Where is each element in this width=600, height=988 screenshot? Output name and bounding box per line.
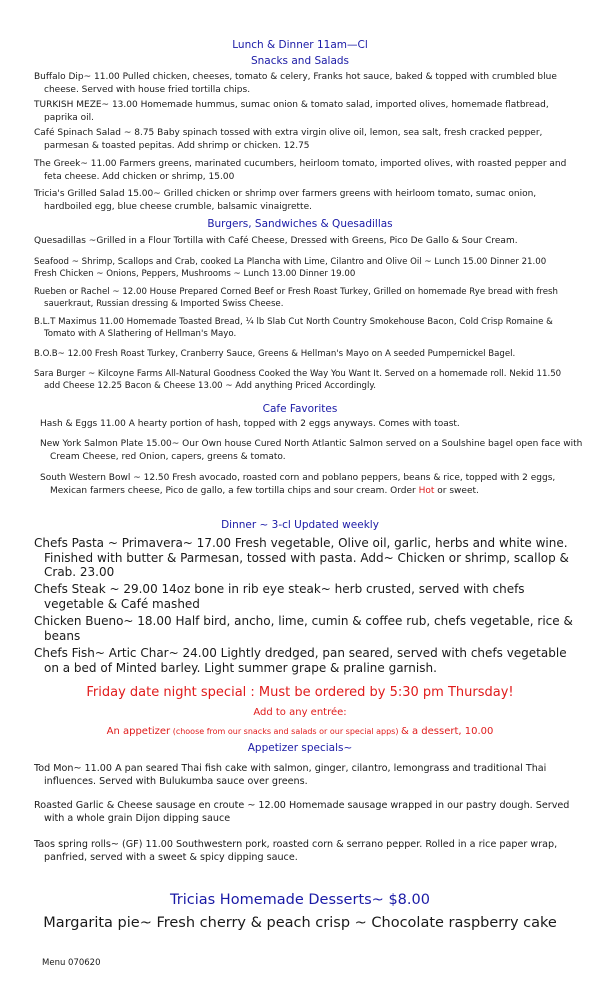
friday-special-headline: Friday date night special : Must be ordered by 5:30 pm Thursday!	[86, 685, 514, 700]
menu-code: Menu 070620	[42, 958, 101, 968]
menu-item-quesadillas: Quesadillas ~Grilled in a Flour Tortilla with Café Cheese, Dressed with Greens, Pico De Gallo & Sour Cream.	[34, 236, 518, 246]
friday-offer-appetizer: An appetizer	[106, 726, 171, 737]
lunch-section-title: Lunch & Dinner 11am—Cl	[232, 39, 368, 51]
menu-item-tod-mon: Tod Mon~ 11.00 A pan seared Thai fish cake with salmon, ginger, cilantro, lemongrass and traditional Thai influences. Served with Bulukumba sauce over greens.	[34, 763, 547, 787]
menu-item-chefs-pasta: Chefs Pasta ~ Primavera~ 17.00 Fresh vegetable, Olive oil, garlic, herbs and white wine. Finished with butter & Parmesan, tossed with pasta. Add~ Chicken or shrimp, scallop & Crab. 23.00	[34, 536, 569, 579]
burgers-section-title: Burgers, Sandwiches & Quesadillas	[207, 218, 393, 230]
desserts-list: Margarita pie~ Fresh cherry & peach crisp ~ Chocolate raspberry cake	[43, 915, 557, 931]
menu-item-chefs-steak: Chefs Steak ~ 29.00 14oz bone in rib eye steak~ herb crusted, served with chefs vegetable & Café mashed	[34, 582, 525, 611]
menu-item-the-greek: The Greek~ 11.00 Farmers greens, marinated cucumbers, heirloom tomato, imported olives, with roasted pepper and feta cheese. Add chicken or shrimp, 15.00	[34, 159, 567, 182]
menu-item-turkish-meze: TURKISH MEZE~ 13.00 Homemade hummus, sumac onion & tomato salad, imported olives, homemade flatbread, paprika oil.	[34, 100, 549, 123]
menu-item-taos-spring-rolls: Taos spring rolls~ (GF) 11.00 Southwestern pork, roasted corn & serrano pepper. Rolled in a rice paper wrap, panfried, served with a sweet & spicy dipping sauce.	[34, 839, 558, 863]
desserts-title: Tricias Homemade Desserts~ $8.00	[170, 892, 430, 908]
menu-item-rueben: Rueben or Rachel ~ 12.00 House Prepared Corned Beef or Fresh Roast Turkey, Grilled on homemade Rye bread with fresh sauerkraut, Russian dressing & Imported Swiss Cheese.	[34, 287, 558, 309]
menu-item-chefs-fish: Chefs Fish~ Artic Char~ 24.00 Lightly dredged, pan seared, served with chefs vegetable on a bed of Minted barley. Light summer grape & praline garnish.	[34, 646, 567, 675]
dinner-section-title: Dinner ~ 3-cl Updated weekly	[221, 519, 379, 531]
menu-item-south-western-bowl	[40, 472, 585, 497]
menu-item-blt-maximus: B.L.T Maximus 11.00 Homemade Toasted Bread, ¼ lb Slab Cut North Country Smokehouse Bacon, Cold Crisp Romaine & Tomato with A Slathering of Hellman's Mayo.	[34, 317, 553, 339]
menu-item-chicken-bueno: Chicken Bueno~ 18.00 Half bird, ancho, lime, cumin & coffee rub, chefs vegetable, rice & beans	[34, 614, 573, 643]
friday-offer-note: (choose from our snacks and salads or our special apps)	[170, 727, 401, 736]
sweet-option: or sweet.	[434, 485, 479, 496]
appetizer-section-title: Appetizer specials~	[247, 742, 353, 754]
menu-item-buffalo-dip: Buffalo Dip~ 11.00 Pulled chicken, cheeses, tomato & celery, Franks hot sauce, baked & topped with crumbled blue cheese. Served with house fried tortilla chips.	[34, 72, 557, 95]
friday-add-to: Add to any entrée:	[253, 707, 347, 718]
menu-item-salmon-plate: New York Salmon Plate 15.00~ Our Own house Cured North Atlantic Salmon served on a Soulshine bagel open face with Cream Cheese, red Onion, capers, greens & tomato.	[40, 439, 583, 462]
hot-option: Hot	[418, 485, 435, 496]
south-western-bowl-text: South Western Bowl ~ 12.50 Fresh avocado, roasted corn and poblano peppers, beans & rice, topped with 2 eggs, Mexican farmers cheese, Pico de gallo, a few tortilla chips and sour cream. Order	[40, 473, 556, 496]
menu-item-garlic-sausage: Roasted Garlic & Cheese sausage en croute ~ 12.00 Homemade sausage wrapped in our pastry dough. Served with a whole grain Dijon dipping sauce	[34, 800, 570, 824]
menu-item-bob: B.O.B~ 12.00 Fresh Roast Turkey, Cranberry Sauce, Greens & Hellman's Mayo on A seeded Pumpernickel Bagel.	[34, 349, 516, 359]
friday-offer-dessert: & a dessert, 10.00	[401, 726, 494, 737]
cafe-section-title: Cafe Favorites	[262, 403, 338, 415]
menu-item-sara-burger: Sara Burger ~ Kilcoyne Farms All-Natural Goodness Cooked the Way You Want It. Served on a homemade roll. Nekid 11.50 add Cheese 12.25 Bacon & Cheese 13.00 ~ Add anything Priced Accordingly.	[34, 369, 562, 391]
menu-item-tricias-salad: Tricia's Grilled Salad 15.00~ Grilled chicken or shrimp over farmers greens with heirloom tomato, sumac onion, hardboiled egg, blue cheese crumble, balsamic vinaigrette.	[34, 189, 537, 212]
menu-item-spinach-salad: Café Spinach Salad ~ 8.75 Baby spinach tossed with extra virgin olive oil, lemon, sea salt, fresh cracked pepper, parmesan & toasted pepitas. Add shrimp or chicken. 12.75	[34, 128, 543, 151]
menu-item-hash-eggs: Hash & Eggs 11.00 A hearty portion of hash, topped with 2 eggs anyways. Comes with toast.	[40, 419, 460, 429]
menu-item-chicken-quesadilla: Fresh Chicken ~ Onions, Peppers, Mushrooms ~ Lunch 13.00 Dinner 19.00	[34, 269, 356, 279]
snacks-subtitle: Snacks and Salads	[250, 55, 350, 67]
menu-item-seafood-quesadilla: Seafood ~ Shrimp, Scallops and Crab, cooked La Plancha with Lime, Cilantro and Olive Oil ~ Lunch 15.00 Dinner 21.00	[34, 257, 547, 267]
friday-offer	[0, 725, 600, 738]
